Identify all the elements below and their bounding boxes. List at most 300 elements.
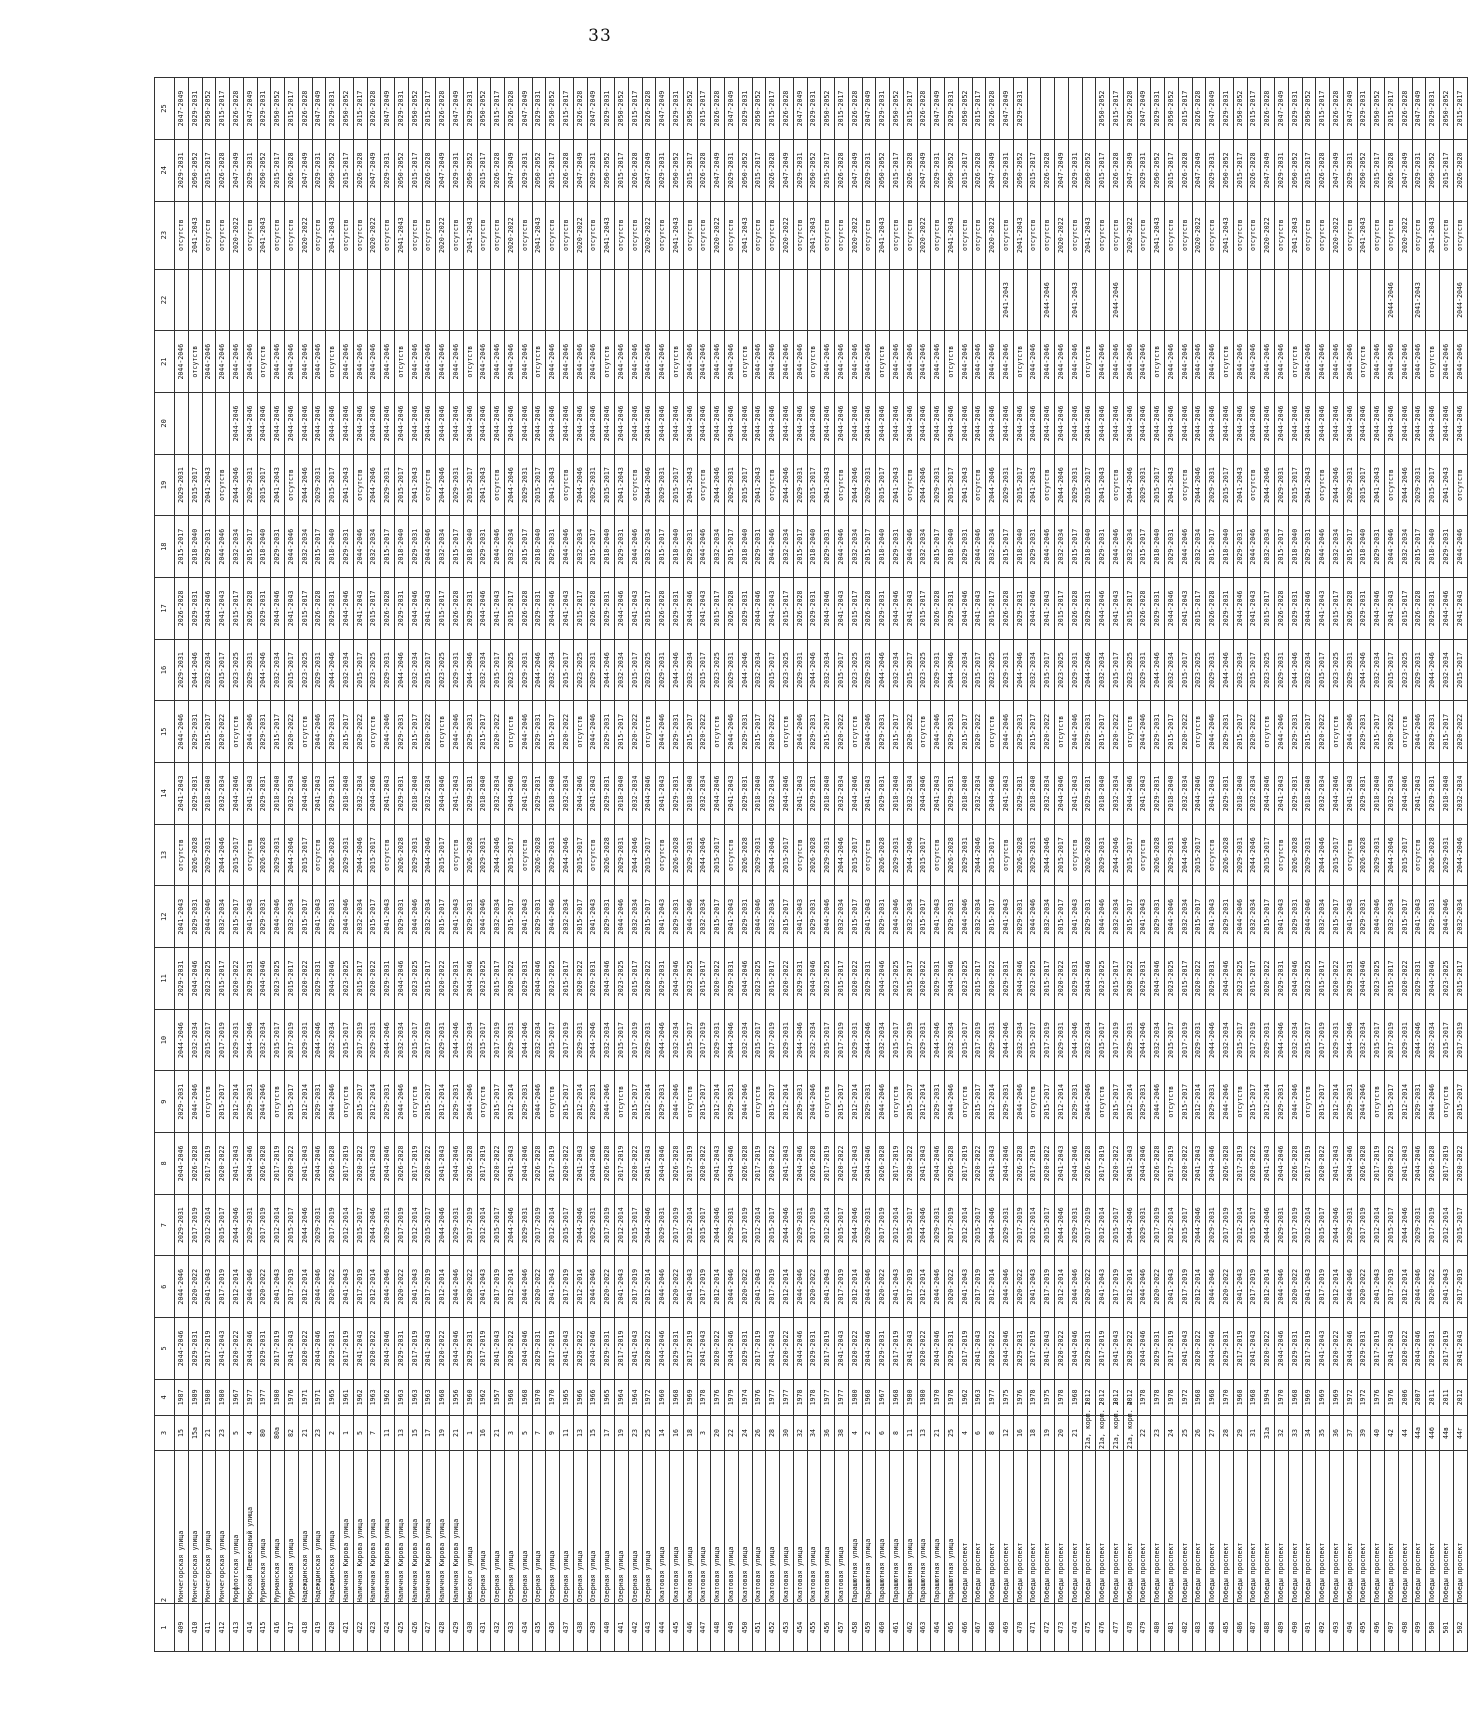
period-cell-col-12: 2032-2034 — [560, 886, 574, 948]
period-cell-col-7: 2029-2031 — [793, 1194, 807, 1256]
period-cell-col-23: отсутств — [1096, 201, 1110, 269]
period-cell-col-20: 2044-2046 — [862, 393, 876, 455]
period-cell-col-13: 2044-2046 — [972, 824, 986, 886]
address-cell: Победы проспект — [958, 1451, 972, 1604]
period-cell-col-7: 2012-2014 — [1440, 1194, 1454, 1256]
period-cell-col-19: 2029-2031 — [725, 454, 739, 516]
address-cell: Победы проспект — [1027, 1451, 1041, 1604]
period-cell-col-16: 2029-2031 — [518, 639, 532, 701]
period-cell-col-19: 2015-2017 — [395, 454, 409, 516]
period-cell-col-17: 2026-2028 — [656, 578, 670, 640]
period-cell-col-25: 2026-2028 — [642, 78, 656, 140]
period-cell-col-21: 2044-2046 — [1110, 331, 1124, 393]
period-cell-col-12: 2041-2043 — [175, 886, 189, 948]
period-cell-col-20: 2044-2046 — [1082, 393, 1096, 455]
period-cell-col-17: 2015-2017 — [1055, 578, 1069, 640]
address-cell: Наличная Кирова улица — [422, 1451, 436, 1604]
period-cell-col-9: 2044-2046 — [1357, 1071, 1371, 1133]
period-cell-col-10: 2015-2017 — [1233, 1009, 1247, 1071]
period-cell-col-18: 2018-2040 — [1426, 516, 1440, 578]
table-row — [615, 78, 629, 1652]
period-cell-col-18: 2015-2017 — [1000, 516, 1014, 578]
period-cell-col-25 — [1041, 78, 1055, 140]
period-cell-col-9: 2015-2017 — [1316, 1071, 1330, 1133]
address-cell: Окатовая улица — [780, 1451, 794, 1604]
period-cell-col-23: отсутств — [1302, 201, 1316, 269]
period-cell-col-22 — [1192, 269, 1206, 331]
period-cell-col-13: 2029-2031 — [752, 824, 766, 886]
build-year-cell: 1978 — [793, 1379, 807, 1415]
period-cell-col-14: 2041-2043 — [862, 763, 876, 825]
period-cell-col-5: 2020-2022 — [986, 1318, 1000, 1380]
period-cell-col-19: 2015-2017 — [670, 454, 684, 516]
table-row — [986, 78, 1000, 1652]
period-cell-col-10: 2015-2017 — [202, 1009, 216, 1071]
period-cell-col-6: 2044-2046 — [725, 1256, 739, 1318]
period-cell-col-10: 2015-2017 — [821, 1009, 835, 1071]
period-cell-col-9: 2029-2031 — [656, 1071, 670, 1133]
period-cell-col-6: 2044-2046 — [1412, 1256, 1426, 1318]
period-cell-col-5: 2044-2046 — [931, 1318, 945, 1380]
row-index-cell: 490 — [1288, 1604, 1302, 1652]
period-cell-col-17: 2026-2028 — [1137, 578, 1151, 640]
period-cell-col-13: 2044-2046 — [697, 824, 711, 886]
period-cell-col-18: 2044-2046 — [1178, 516, 1192, 578]
build-year-cell: 1976 — [752, 1379, 766, 1415]
period-cell-col-10: 2017-2019 — [560, 1009, 574, 1071]
address-cell: Окатовая улица — [711, 1451, 725, 1604]
period-cell-col-9: отсутств — [683, 1071, 697, 1133]
period-cell-col-22 — [367, 269, 381, 331]
period-cell-col-23: отсутств — [1316, 201, 1330, 269]
period-cell-col-19: отсутств — [697, 454, 711, 516]
period-cell-col-7: 2029-2031 — [1206, 1194, 1220, 1256]
period-cell-col-14: 2029-2031 — [738, 763, 752, 825]
period-cell-col-7: 2017-2019 — [1151, 1194, 1165, 1256]
period-cell-col-8: 2020-2022 — [1110, 1133, 1124, 1195]
period-cell-col-7: 2017-2019 — [532, 1194, 546, 1256]
period-cell-col-10: 2032-2034 — [1288, 1009, 1302, 1071]
period-cell-col-8: 2026-2028 — [326, 1133, 340, 1195]
period-cell-col-12: 2044-2046 — [683, 886, 697, 948]
period-cell-col-15: 2020-2022 — [560, 701, 574, 763]
table-row — [972, 78, 986, 1652]
period-cell-col-12: 2041-2043 — [1275, 886, 1289, 948]
period-cell-col-20: 2044-2046 — [1357, 393, 1371, 455]
period-cell-col-6: 2041-2043 — [477, 1256, 491, 1318]
period-cell-col-24: 2050-2052 — [257, 139, 271, 201]
house-number-cell: 24 — [1165, 1415, 1179, 1450]
period-cell-col-22 — [353, 269, 367, 331]
address-cell: Наличная Кирова улица — [340, 1451, 354, 1604]
period-cell-col-22 — [1123, 269, 1137, 331]
period-cell-col-6: 2044-2046 — [175, 1256, 189, 1318]
period-cell-col-12: 2015-2017 — [642, 886, 656, 948]
table-row — [1096, 78, 1110, 1652]
address-cell: Победы проспект — [1357, 1451, 1371, 1604]
period-cell-col-22 — [1398, 269, 1412, 331]
period-cell-col-19: отсутств — [285, 454, 299, 516]
period-cell-col-17: 2029-2031 — [1220, 578, 1234, 640]
period-cell-col-19: 2029-2031 — [312, 454, 326, 516]
period-cell-col-20: 2044-2046 — [491, 393, 505, 455]
period-cell-col-20: 2044-2046 — [230, 393, 244, 455]
period-cell-col-24: 2015-2017 — [1371, 139, 1385, 201]
period-cell-col-6: 2017-2019 — [835, 1256, 849, 1318]
period-cell-col-22 — [903, 269, 917, 331]
table-row — [353, 78, 367, 1652]
period-cell-col-10: 2044-2046 — [587, 1009, 601, 1071]
period-cell-col-6: 2041-2043 — [1165, 1256, 1179, 1318]
period-cell-col-22 — [752, 269, 766, 331]
period-cell-col-5: 2029-2031 — [1082, 1318, 1096, 1380]
period-cell-col-21: 2044-2046 — [298, 331, 312, 393]
period-cell-col-12: 2041-2043 — [862, 886, 876, 948]
period-cell-col-16: 2044-2046 — [463, 639, 477, 701]
period-cell-col-24: 2026-2028 — [1453, 139, 1467, 201]
period-cell-col-21: 2044-2046 — [491, 331, 505, 393]
period-cell-col-7: 2015-2017 — [285, 1194, 299, 1256]
period-cell-col-14: 2032-2034 — [1178, 763, 1192, 825]
period-cell-col-12: 2032-2034 — [1316, 886, 1330, 948]
period-cell-col-23: 2020-2022 — [986, 201, 1000, 269]
period-cell-col-8: 2041-2043 — [298, 1133, 312, 1195]
period-cell-col-19: 2029-2031 — [1137, 454, 1151, 516]
period-cell-col-22 — [298, 269, 312, 331]
period-cell-col-14: 2029-2031 — [1220, 763, 1234, 825]
row-index-cell: 435 — [532, 1604, 546, 1652]
period-cell-col-8: 2044-2046 — [1343, 1133, 1357, 1195]
period-cell-col-13: 2044-2046 — [1178, 824, 1192, 886]
period-cell-col-10: 2017-2019 — [835, 1009, 849, 1071]
period-cell-col-5: 2020-2022 — [1123, 1318, 1137, 1380]
period-cell-col-20: 2044-2046 — [340, 393, 354, 455]
period-cell-col-20: 2044-2046 — [683, 393, 697, 455]
period-cell-col-18: 2015-2017 — [243, 516, 257, 578]
build-year-cell: 1957 — [491, 1379, 505, 1415]
row-index-cell: 493 — [1330, 1604, 1344, 1652]
period-cell-col-17: 2044-2046 — [1165, 578, 1179, 640]
period-cell-col-20: 2044-2046 — [1206, 393, 1220, 455]
period-cell-col-8: 2044-2046 — [1068, 1133, 1082, 1195]
period-cell-col-22: 2044-2046 — [1110, 269, 1124, 331]
period-cell-col-21: 2044-2046 — [1178, 331, 1192, 393]
period-cell-col-14: 2018-2040 — [683, 763, 697, 825]
period-cell-col-8: 2041-2043 — [1192, 1133, 1206, 1195]
period-cell-col-18: 2044-2046 — [353, 516, 367, 578]
period-cell-col-16: 2044-2046 — [1013, 639, 1027, 701]
period-cell-col-12: 2044-2046 — [546, 886, 560, 948]
period-cell-col-25: 2029-2031 — [876, 78, 890, 140]
period-cell-col-18: 2032-2034 — [848, 516, 862, 578]
period-cell-col-15: 2015-2017 — [408, 701, 422, 763]
period-cell-col-9: отсутств — [408, 1071, 422, 1133]
row-index-cell: 502 — [1453, 1604, 1467, 1652]
period-cell-col-19: 2044-2046 — [1192, 454, 1206, 516]
period-cell-col-14: 2018-2040 — [1302, 763, 1316, 825]
period-cell-col-24: 2050-2052 — [188, 139, 202, 201]
period-cell-col-7: 2029-2031 — [725, 1194, 739, 1256]
period-cell-col-23: 2020-2022 — [436, 201, 450, 269]
period-cell-col-7: 2029-2031 — [312, 1194, 326, 1256]
period-cell-col-6: 2041-2043 — [890, 1256, 904, 1318]
period-cell-col-6: 2041-2043 — [958, 1256, 972, 1318]
period-cell-col-12: 2015-2017 — [1055, 886, 1069, 948]
table-row — [188, 78, 202, 1652]
house-number-cell: 82 — [285, 1415, 299, 1450]
period-cell-col-10: 2044-2046 — [1275, 1009, 1289, 1071]
table-row — [656, 78, 670, 1652]
period-cell-col-13: 2026-2028 — [257, 824, 271, 886]
period-cell-col-25: 2047-2049 — [587, 78, 601, 140]
house-number-cell: 26 — [1192, 1415, 1206, 1450]
period-cell-col-20: 2044-2046 — [986, 393, 1000, 455]
period-cell-col-13: отсутств — [1000, 824, 1014, 886]
period-cell-col-23: отсутств — [766, 201, 780, 269]
period-cell-col-14: 2041-2043 — [725, 763, 739, 825]
period-cell-col-20: 2044-2046 — [450, 393, 464, 455]
period-cell-col-12: 2032-2034 — [1453, 886, 1467, 948]
period-cell-col-5: 2041-2043 — [353, 1318, 367, 1380]
period-cell-col-17: 2015-2017 — [1398, 578, 1412, 640]
period-cell-col-9: 2044-2046 — [1288, 1071, 1302, 1133]
period-cell-col-19: 2015-2017 — [326, 454, 340, 516]
period-cell-col-9: 2029-2031 — [312, 1071, 326, 1133]
period-cell-col-20: 2044-2046 — [518, 393, 532, 455]
table-row — [848, 78, 862, 1652]
period-cell-col-7: 2017-2019 — [1082, 1194, 1096, 1256]
row-index-cell: 421 — [340, 1604, 354, 1652]
period-cell-col-6: 2044-2046 — [656, 1256, 670, 1318]
column-header-10: 10 — [155, 1009, 175, 1071]
period-cell-col-8: 2041-2043 — [1261, 1133, 1275, 1195]
period-cell-col-18: 2018-2040 — [188, 516, 202, 578]
period-cell-col-10: 2044-2046 — [1000, 1009, 1014, 1071]
table-row — [821, 78, 835, 1652]
period-cell-col-14: 2044-2046 — [1055, 763, 1069, 825]
house-number-cell: 23 — [216, 1415, 230, 1450]
period-cell-col-11: 2044-2046 — [1288, 948, 1302, 1010]
period-cell-col-23: отсутств — [615, 201, 629, 269]
period-cell-col-8: 2044-2046 — [793, 1133, 807, 1195]
period-cell-col-16: 2023-2025 — [848, 639, 862, 701]
period-cell-col-17: 2044-2046 — [546, 578, 560, 640]
build-year-cell: 1968 — [890, 1379, 904, 1415]
period-cell-col-14: 2032-2034 — [1110, 763, 1124, 825]
period-cell-col-6: 2012-2014 — [1398, 1256, 1412, 1318]
period-cell-col-23: отсутств — [202, 201, 216, 269]
period-cell-col-6: 2044-2046 — [587, 1256, 601, 1318]
period-cell-col-9: отсутств — [890, 1071, 904, 1133]
period-cell-col-5: 2020-2022 — [917, 1318, 931, 1380]
period-cell-col-23: 2041-2043 — [532, 201, 546, 269]
period-cell-col-21: 2044-2046 — [1440, 331, 1454, 393]
period-cell-col-7: 2012-2014 — [1165, 1194, 1179, 1256]
house-number-cell: 20 — [711, 1415, 725, 1450]
row-index-cell: 456 — [821, 1604, 835, 1652]
period-cell-col-8: 2020-2022 — [353, 1133, 367, 1195]
period-cell-col-11: 2044-2046 — [532, 948, 546, 1010]
period-cell-col-5: 2017-2019 — [1096, 1318, 1110, 1380]
period-cell-col-11: 2023-2025 — [1165, 948, 1179, 1010]
period-cell-col-9: отсутств — [1440, 1071, 1454, 1133]
period-cell-col-6: 2041-2043 — [821, 1256, 835, 1318]
period-cell-col-10: 2017-2019 — [766, 1009, 780, 1071]
build-year-cell: 1970 — [1275, 1379, 1289, 1415]
house-number-cell: 2 — [862, 1415, 876, 1450]
address-cell: Озерная улица — [546, 1451, 560, 1604]
period-cell-col-6: 2012-2014 — [917, 1256, 931, 1318]
period-cell-col-13: 2044-2046 — [1041, 824, 1055, 886]
house-number-cell: 22 — [1137, 1415, 1151, 1450]
period-cell-col-11: 2029-2031 — [793, 948, 807, 1010]
period-cell-col-14: 2018-2040 — [1440, 763, 1454, 825]
period-cell-col-24: 2050-2052 — [1013, 139, 1027, 201]
period-cell-col-13: отсутств — [1137, 824, 1151, 886]
period-cell-col-14: 2041-2043 — [1000, 763, 1014, 825]
period-cell-col-24: 2050-2052 — [807, 139, 821, 201]
period-cell-col-18: 2044-2046 — [835, 516, 849, 578]
build-year-cell: 1968 — [1288, 1379, 1302, 1415]
period-cell-col-7: 2029-2031 — [1068, 1194, 1082, 1256]
period-cell-col-5: 2020-2022 — [1330, 1318, 1344, 1380]
build-year-cell: 2012 — [1096, 1379, 1110, 1415]
period-cell-col-5: 2017-2019 — [958, 1318, 972, 1380]
period-cell-col-13: 2029-2031 — [1440, 824, 1454, 886]
address-cell: Озерная улица — [642, 1451, 656, 1604]
house-number-cell: 20 — [1055, 1415, 1069, 1450]
period-cell-col-5: 2029-2031 — [188, 1318, 202, 1380]
period-cell-col-5: 2044-2046 — [656, 1318, 670, 1380]
period-cell-col-9: 2044-2046 — [326, 1071, 340, 1133]
period-cell-col-15: 2029-2031 — [1220, 701, 1234, 763]
table-row — [752, 78, 766, 1652]
row-index-cell: 419 — [312, 1604, 326, 1652]
address-cell: Парашютная улица — [945, 1451, 959, 1604]
period-cell-col-13: 2029-2031 — [890, 824, 904, 886]
period-cell-col-21: 2044-2046 — [628, 331, 642, 393]
period-cell-col-16: 2029-2031 — [862, 639, 876, 701]
period-cell-col-10: 2044-2046 — [175, 1009, 189, 1071]
period-cell-col-15: 2020-2022 — [353, 701, 367, 763]
period-cell-col-19: 2044-2046 — [298, 454, 312, 516]
period-cell-col-13: 2044-2046 — [1453, 824, 1467, 886]
period-cell-col-12: 2041-2043 — [1206, 886, 1220, 948]
period-cell-col-17: 2041-2043 — [1316, 578, 1330, 640]
period-cell-col-17: 2041-2043 — [903, 578, 917, 640]
period-cell-col-9: 2015-2017 — [216, 1071, 230, 1133]
period-cell-col-6: 2041-2043 — [752, 1256, 766, 1318]
build-year-cell: 1978 — [1137, 1379, 1151, 1415]
period-cell-col-24: 2047-2049 — [1192, 139, 1206, 201]
period-cell-col-18: 2029-2031 — [752, 516, 766, 578]
period-cell-col-17: 2026-2028 — [725, 578, 739, 640]
period-cell-col-19: 2015-2017 — [1082, 454, 1096, 516]
period-cell-col-12: 2015-2017 — [1261, 886, 1275, 948]
period-cell-col-18: 2032-2034 — [1261, 516, 1275, 578]
row-index-cell: 476 — [1096, 1604, 1110, 1652]
period-cell-col-11: 2015-2017 — [560, 948, 574, 1010]
period-cell-col-6: 2041-2043 — [1302, 1256, 1316, 1318]
period-cell-col-19: отсутств — [1110, 454, 1124, 516]
address-cell: Озерная улица — [560, 1451, 574, 1604]
period-cell-col-13: 2029-2031 — [546, 824, 560, 886]
period-cell-col-16: 2015-2017 — [697, 639, 711, 701]
period-cell-col-22: 2044-2046 — [1453, 269, 1467, 331]
period-cell-col-24: 2050-2052 — [1357, 139, 1371, 201]
table-row — [463, 78, 477, 1652]
period-cell-col-10: 2032-2034 — [326, 1009, 340, 1071]
period-cell-col-9: 2015-2017 — [628, 1071, 642, 1133]
period-cell-col-19: 2015-2017 — [1426, 454, 1440, 516]
period-cell-col-10: 2015-2017 — [615, 1009, 629, 1071]
period-cell-col-7: 2044-2046 — [1192, 1194, 1206, 1256]
period-cell-col-22: 2041-2043 — [1412, 269, 1426, 331]
period-cell-col-8: 2026-2028 — [1151, 1133, 1165, 1195]
period-cell-col-12: 2041-2043 — [1412, 886, 1426, 948]
period-cell-col-12: 2041-2043 — [725, 886, 739, 948]
period-cell-col-22 — [1055, 269, 1069, 331]
house-number-cell: 31а — [1261, 1415, 1275, 1450]
period-cell-col-16: 2044-2046 — [1288, 639, 1302, 701]
period-cell-col-20: 2044-2046 — [628, 393, 642, 455]
period-cell-col-15: 2015-2017 — [546, 701, 560, 763]
period-cell-col-23: отсутств — [793, 201, 807, 269]
page-number: 33 — [588, 26, 612, 46]
period-cell-col-15: 2029-2031 — [1082, 701, 1096, 763]
house-number-cell: 13 — [395, 1415, 409, 1450]
period-cell-col-10: 2015-2017 — [958, 1009, 972, 1071]
period-cell-col-11: 2015-2017 — [972, 948, 986, 1010]
row-index-cell: 498 — [1398, 1604, 1412, 1652]
period-cell-col-18: 2015-2017 — [518, 516, 532, 578]
period-cell-col-5: 2041-2043 — [1453, 1318, 1467, 1380]
period-cell-col-23: отсутств — [1068, 201, 1082, 269]
period-cell-col-8: 2044-2046 — [725, 1133, 739, 1195]
period-cell-col-5: 2044-2046 — [725, 1318, 739, 1380]
house-number-cell: 11 — [560, 1415, 574, 1450]
period-cell-col-10: 2017-2019 — [1041, 1009, 1055, 1071]
row-index-cell: 443 — [642, 1604, 656, 1652]
house-number-cell: 13 — [917, 1415, 931, 1450]
period-cell-col-9: 2012-2014 — [711, 1071, 725, 1133]
period-cell-col-21: 2044-2046 — [477, 331, 491, 393]
period-cell-col-17: 2029-2031 — [876, 578, 890, 640]
period-cell-col-25: 2015-2017 — [216, 78, 230, 140]
row-index-cell: 470 — [1013, 1604, 1027, 1652]
period-cell-col-8: 2017-2019 — [1096, 1133, 1110, 1195]
period-cell-col-21: 2044-2046 — [835, 331, 849, 393]
period-cell-col-25: 2015-2017 — [285, 78, 299, 140]
row-index-cell: 452 — [766, 1604, 780, 1652]
period-cell-col-20: 2044-2046 — [408, 393, 422, 455]
address-cell: Наличная Кирова улица — [408, 1451, 422, 1604]
period-cell-col-20: 2044-2046 — [1302, 393, 1316, 455]
period-cell-col-11: 2023-2025 — [752, 948, 766, 1010]
period-cell-col-24: 2029-2031 — [931, 139, 945, 201]
period-cell-col-7: 2012-2014 — [1096, 1194, 1110, 1256]
period-cell-col-7: 2015-2017 — [972, 1194, 986, 1256]
period-cell-col-7: 2044-2046 — [1055, 1194, 1069, 1256]
period-cell-col-18: 2015-2017 — [931, 516, 945, 578]
period-cell-col-13: 2026-2028 — [1082, 824, 1096, 886]
period-cell-col-15: 2044-2046 — [1000, 701, 1014, 763]
period-cell-col-16: 2044-2046 — [257, 639, 271, 701]
period-cell-col-13: 2029-2031 — [1302, 824, 1316, 886]
period-cell-col-23: 2041-2043 — [1082, 201, 1096, 269]
period-cell-col-16: 2032-2034 — [546, 639, 560, 701]
period-cell-col-25: 2050-2052 — [1440, 78, 1454, 140]
